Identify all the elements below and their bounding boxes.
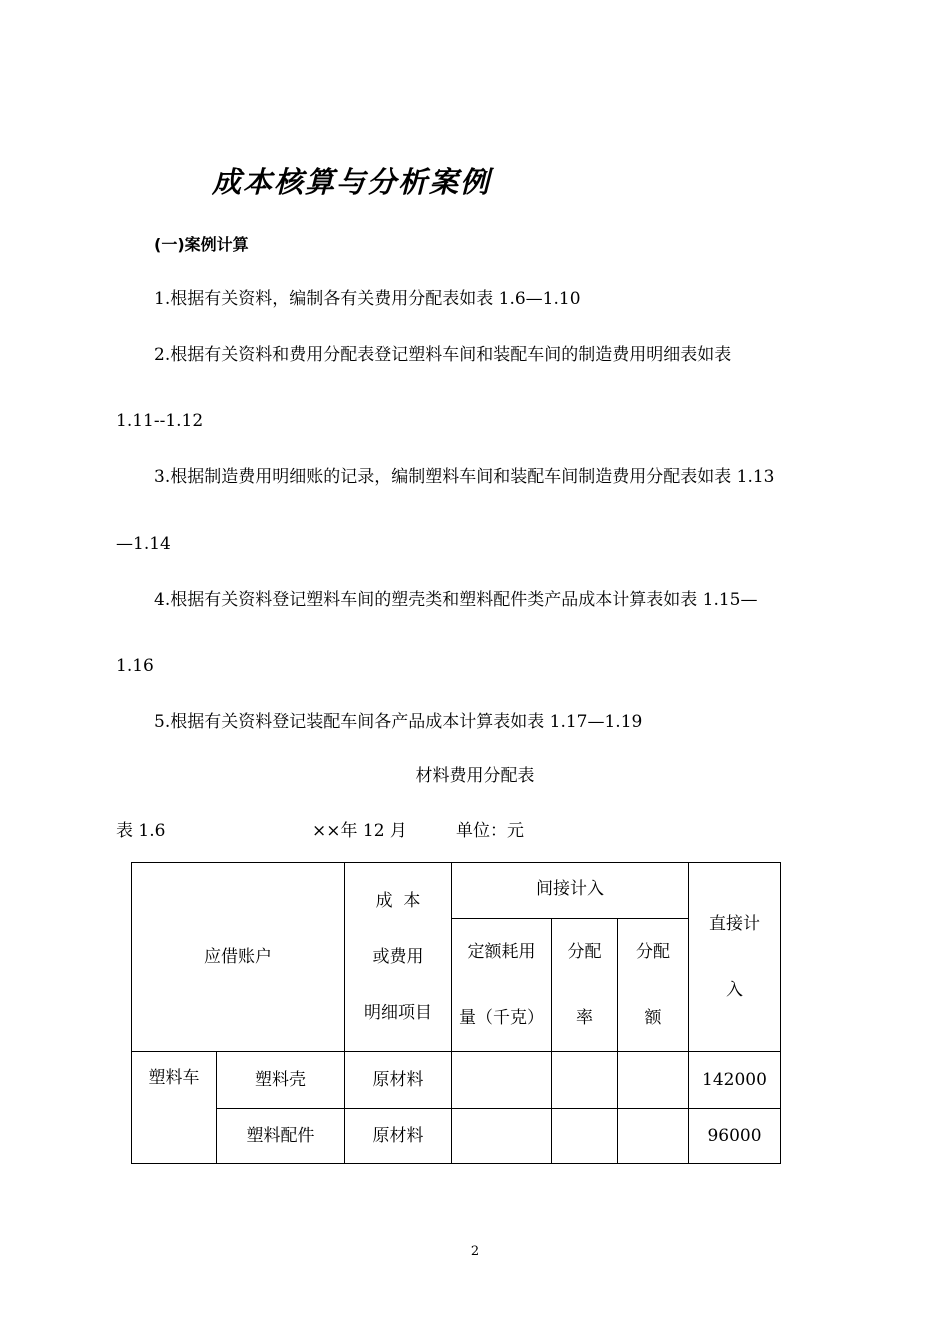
header-quota [452, 919, 552, 1052]
header-rate [552, 919, 618, 1052]
paragraph-3-line-1: 3.根据制造费用明细账的记录，编制塑料车间和装配车间制造费用分配表如表 1.13 [154, 467, 775, 487]
rate-cell [552, 1052, 618, 1109]
paragraph-4-line-2: 1.16 [116, 656, 154, 676]
rate-cell [552, 1109, 618, 1164]
section-heading: (一)案例计算 [154, 235, 249, 254]
item-cell: 原材料 [345, 1109, 452, 1164]
header-cost-item-line-2: 或费用 [372, 947, 424, 967]
table-unit: 单位：元 [456, 821, 524, 841]
header-account [132, 863, 345, 1052]
header-direct-line-2: 入 [726, 980, 743, 1000]
header-indirect-label: 间接计入 [536, 879, 604, 899]
header-quota-line-2: 量（千克） [459, 1008, 544, 1028]
header-cost-item [345, 863, 452, 1052]
paragraph-1: 1.根据有关资料，编制各有关费用分配表如表 1.6—1.10 [154, 289, 581, 309]
product-cell: 塑料配件 [217, 1109, 345, 1164]
table-caption: 材料费用分配表 [415, 766, 535, 786]
header-rate-line-2: 率 [576, 1008, 593, 1028]
paragraph-4-line-1: 4.根据有关资料登记塑料车间的塑壳类和塑料配件类产品成本计算表如表 1.15— [154, 590, 758, 610]
page-number: 2 [470, 1244, 480, 1259]
direct-cell: 142000 [689, 1052, 781, 1109]
group-label: 塑料车 [148, 1068, 200, 1088]
header-rate-line-1: 分配 [567, 942, 602, 962]
document-title: 成本核算与分析案例 [212, 165, 492, 199]
header-cost-item-line-3: 明细项目 [364, 1003, 432, 1023]
group-cell [132, 1052, 217, 1164]
table-period: ××年 12 月 [312, 821, 407, 841]
paragraph-3-line-2: —1.14 [116, 534, 171, 554]
header-indirect [452, 863, 689, 919]
product-cell: 塑料壳 [217, 1052, 345, 1109]
material-cost-allocation-table [131, 862, 781, 1164]
table-row [132, 1052, 781, 1109]
header-cost-item-line-1: 成 本 [375, 891, 421, 911]
paragraph-5: 5.根据有关资料登记装配车间各产品成本计算表如表 1.17—1.19 [154, 712, 643, 732]
quota-cell [452, 1052, 552, 1109]
header-account-label: 应借账户 [204, 947, 272, 967]
header-quota-line-1: 定额耗用 [467, 942, 536, 962]
direct-cell: 96000 [689, 1109, 781, 1164]
header-amount [618, 919, 689, 1052]
header-direct-line-1: 直接计 [709, 914, 760, 934]
paragraph-2-line-2: 1.11--1.12 [116, 411, 204, 431]
header-direct [689, 863, 781, 1052]
header-amount-line-1: 分配 [636, 942, 670, 962]
quota-cell [452, 1109, 552, 1164]
amount-cell [618, 1052, 689, 1109]
item-cell: 原材料 [345, 1052, 452, 1109]
amount-cell [618, 1109, 689, 1164]
paragraph-2-line-1: 2.根据有关资料和费用分配表登记塑料车间和装配车间的制造费用明细表如表 [154, 345, 732, 365]
table-number: 表 1.6 [116, 821, 166, 841]
table-row [132, 1109, 781, 1164]
header-amount-line-2: 额 [644, 1008, 662, 1028]
